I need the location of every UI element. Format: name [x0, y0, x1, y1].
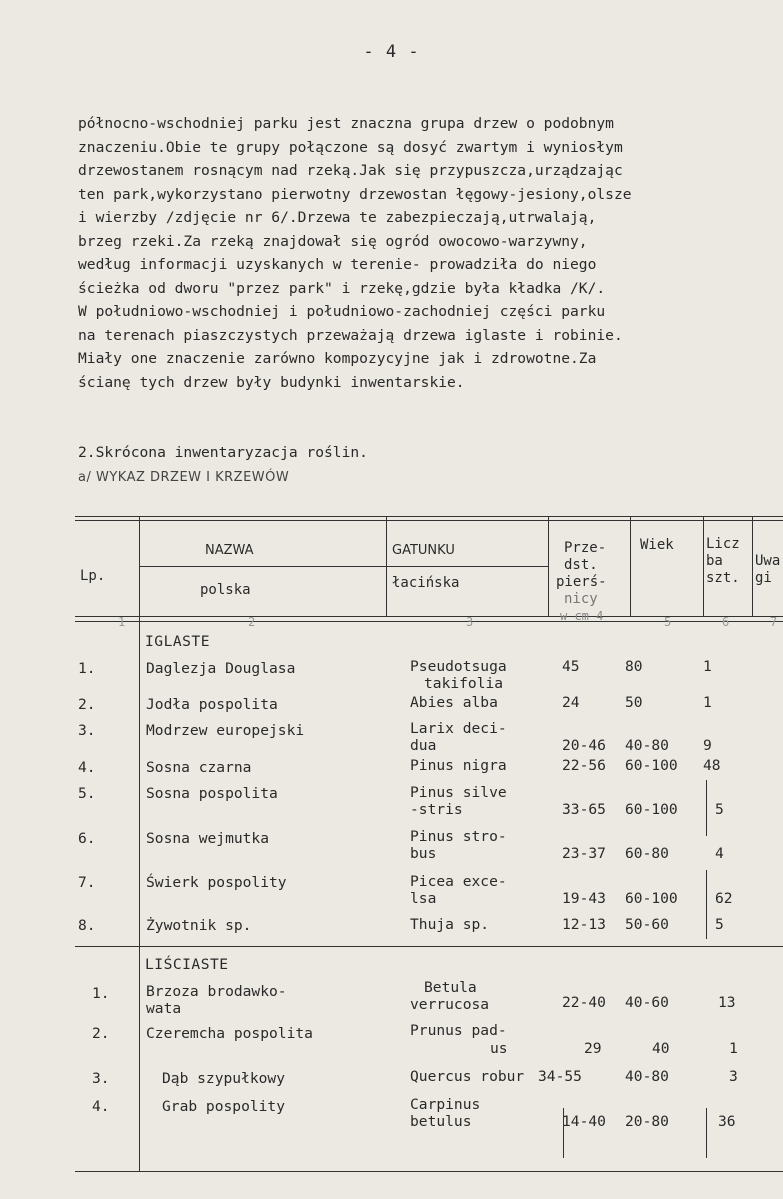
column-number: 1 [118, 615, 126, 629]
cell-wiek: 40 [652, 1040, 670, 1057]
paragraph-line: drzewostanem rosnącym nad rzeką.Jak się przypuszcza,urządzając [78, 162, 623, 179]
cell-lp: 4. [78, 759, 96, 776]
cell-lp: 7. [78, 874, 96, 891]
cell-liczba: 36 [718, 1113, 736, 1130]
cell-lacinska: us [490, 1040, 508, 1057]
header-przedst-5: w cm 4 [560, 609, 604, 623]
cell-lacinska: Carpinus [410, 1096, 481, 1113]
cell-lacinska: Larix deci- [410, 720, 507, 737]
column-rule [703, 516, 704, 616]
column-rule [706, 1108, 707, 1158]
cell-przedst: 20-46 [562, 737, 606, 754]
cell-przedst: 24 [562, 694, 580, 711]
header-przedst-4: nicy [564, 591, 598, 607]
cell-polska: Sosna wejmutka [146, 830, 270, 847]
header-gatunku: GATUNKU [392, 543, 455, 558]
column-rule [386, 516, 387, 616]
column-number: 7 [770, 615, 778, 629]
cell-lacinska: Abies alba [410, 694, 498, 711]
cell-przedst: 34-55 [538, 1068, 582, 1085]
header-przedst-3: pierś- [556, 574, 607, 590]
cell-lacinska: Betula [424, 979, 477, 996]
cell-lacinska: Thuja sp. [410, 916, 490, 933]
header-liczba-3: szt. [706, 570, 740, 586]
cell-przedst: 14-40 [562, 1113, 606, 1130]
cell-lp: 3. [92, 1070, 110, 1087]
cell-polska: Jodła pospolita [146, 696, 278, 713]
cell-lacinska: dua [410, 737, 437, 754]
paragraph-line: brzeg rzeki.Za rzeką znajdował się ogród owocowo-warzywny, [78, 232, 588, 250]
column-rule [548, 516, 549, 616]
cell-lp: 6. [78, 830, 96, 847]
column-number: 3 [466, 615, 474, 629]
cell-lacinska: Pinus stro- [410, 828, 507, 845]
cell-liczba: 48 [703, 757, 721, 774]
group-divider-rule [75, 946, 783, 947]
header-bottom-rule [75, 616, 783, 617]
paragraph-line: ścieżka od dworu "przez park" i rzekę,gdzie była kładka /K/. [78, 279, 606, 297]
cell-polska: Dąb szypułkowy [162, 1070, 286, 1087]
cell-liczba: 13 [718, 994, 736, 1011]
header-uwagi-1: Uwa [755, 553, 781, 569]
cell-przedst: 23-37 [562, 845, 606, 862]
column-rule [630, 516, 631, 616]
header-mid-rule [140, 566, 548, 567]
cell-liczba: 5 [715, 801, 724, 818]
cell-lp: 1. [78, 660, 96, 677]
header-lacinska: łacińska [392, 575, 460, 591]
cell-lp: 4. [92, 1098, 110, 1115]
subsection-heading: a/ WYKAZ DRZEW I KRZEWÓW [78, 470, 290, 485]
cell-przedst: 19-43 [562, 890, 606, 907]
cell-liczba: 9 [703, 737, 712, 754]
cell-lacinska: Prunus pad- [410, 1022, 507, 1039]
cell-polska: Żywotnik sp. [146, 917, 252, 934]
cell-liczba: 1 [729, 1040, 738, 1057]
cell-lp: 8. [78, 917, 96, 934]
cell-przedst: 29 [584, 1040, 602, 1057]
paragraph-line: i wierzby /zdjęcie nr 6/.Drzewa te zabezpieczają,utrwalają, [78, 209, 597, 226]
cell-liczba: 1 [703, 658, 712, 675]
cell-polska: Czeremcha pospolita [146, 1025, 313, 1042]
cell-lacinska: Pinus silve [410, 784, 507, 801]
cell-polska: Sosna czarna [146, 759, 252, 776]
cell-przedst: 12-13 [562, 916, 606, 933]
cell-liczba: 62 [715, 890, 733, 907]
cell-lp: 3. [78, 722, 96, 739]
column-rule [706, 780, 707, 836]
column-number: 5 [664, 615, 672, 629]
cell-lacinska: Picea exce- [410, 873, 507, 890]
header-przedst-2: dst. [564, 557, 598, 573]
cell-polska: Świerk pospolity [146, 874, 287, 891]
header-polska: polska [200, 582, 251, 598]
cell-przedst: 45 [562, 658, 580, 675]
paragraph-line: według informacji uzyskanych w terenie- prowadziła do niego [78, 256, 597, 273]
cell-lacinska: betulus [410, 1113, 472, 1130]
column-number: 2 [248, 615, 256, 629]
cell-lp: 1. [92, 985, 110, 1002]
cell-liczba: 5 [715, 916, 724, 933]
header-liczba-1: Licz [706, 536, 740, 552]
cell-wiek: 50 [625, 694, 643, 711]
cell-wiek: 60-100 [625, 801, 678, 818]
cell-wiek: 40-80 [625, 737, 669, 754]
cell-wiek: 60-100 [625, 890, 678, 907]
cell-wiek: 80 [625, 658, 643, 675]
cell-polska: Modrzew europejski [146, 722, 305, 739]
paragraph-line: ścianę tych drzew były budynki inwentarskie. [78, 373, 465, 391]
paragraph-line: Miały one znaczenie zarówno kompozycyjne jak i zdrowotne.Za [78, 350, 597, 367]
cell-przedst: 33-65 [562, 801, 606, 818]
paragraph-line: W południowo-wschodniej i południowo-zachodniej części parku [78, 303, 606, 320]
cell-polska: Sosna pospolita [146, 785, 278, 802]
table-top-rule [75, 516, 783, 517]
cell-wiek: 60-100 [625, 757, 678, 774]
cell-polska: Brzoza brodawko- [146, 983, 287, 1000]
cell-lacinska: takifolia [424, 675, 504, 692]
cell-wiek: 40-60 [625, 994, 669, 1011]
cell-lacinska: verrucosa [410, 996, 490, 1013]
header-przedst-1: Prze- [564, 540, 607, 556]
cell-lacinska: Pseudotsuga [410, 658, 507, 675]
cell-przedst: 22-56 [562, 757, 606, 774]
cell-wiek: 20-80 [625, 1113, 669, 1130]
cell-lacinska: Pinus nigra [410, 757, 507, 774]
cell-lp: 5. [78, 785, 96, 802]
column-rule [752, 516, 753, 616]
paragraph-line: znaczeniu.Obie te grupy połączone są dosyć zwartym i wyniosłym [78, 138, 623, 156]
cell-lp: 2. [92, 1025, 110, 1042]
cell-wiek: 50-60 [625, 916, 669, 933]
header-nazwa: NAZWA [205, 543, 254, 558]
cell-liczba: 4 [715, 845, 724, 862]
column-number: 6 [722, 615, 730, 629]
column-rule [706, 903, 707, 939]
header-wiek: Wiek [640, 537, 674, 553]
cell-polska: Grab pospolity [162, 1098, 286, 1115]
group-label-lisciaste: LIŚCIASTE [145, 956, 229, 973]
cell-lacinska: -stris [410, 801, 463, 818]
cell-lacinska: bus [410, 845, 437, 862]
paragraph-line: na terenach piaszczystych przeważają drzewa iglaste i robinie. [78, 326, 623, 344]
group-label-iglaste: IGLASTE [145, 633, 211, 650]
cell-przedst: 22-40 [562, 994, 606, 1011]
cell-lacinska: Quercus robur [410, 1068, 525, 1085]
cell-lp: 2. [78, 696, 96, 713]
header-liczba-2: ba [706, 553, 723, 569]
header-lp: Lp. [80, 568, 106, 584]
cell-wiek: 60-80 [625, 845, 669, 862]
page-number: - 4 - [363, 42, 420, 62]
cell-polska: Daglezja Douglasa [146, 660, 296, 677]
table-top-rule-2 [75, 520, 783, 521]
cell-polska: wata [146, 1000, 182, 1017]
cell-liczba: 1 [703, 694, 712, 711]
header-uwagi-2: gi [755, 570, 772, 586]
cell-liczba: 3 [729, 1068, 738, 1085]
paragraph-line: północno-wschodniej parku jest znaczna grupa drzew o podobnym [78, 115, 614, 132]
cell-wiek: 40-80 [625, 1068, 669, 1085]
header-bottom-rule-2 [75, 621, 783, 622]
paragraph-line: ten park,wykorzystano pierwotny drzewostan łęgowy-jesiony,olsze [78, 185, 632, 203]
column-rule [139, 516, 140, 1171]
cell-lacinska: lsa [410, 890, 437, 907]
section-heading: 2.Skrócona inwentaryzacja roślin. [78, 444, 368, 461]
table-bottom-rule [75, 1171, 783, 1172]
